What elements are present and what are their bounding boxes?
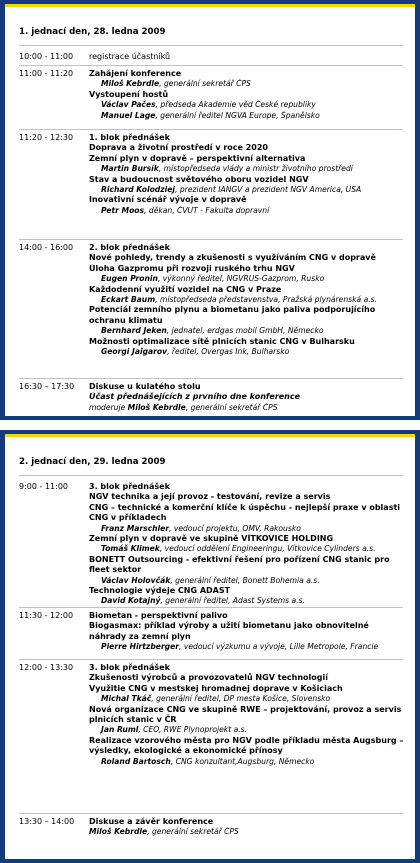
speaker-line	[89, 164, 407, 174]
speaker-role: , ředitel, Overgas Ink, Bulharsko	[167, 347, 290, 357]
lecture-title: NGV technika a její provoz - testování, revize a servis	[89, 492, 331, 502]
speaker-role: , generální sekretář ČPS	[147, 827, 239, 837]
session-divider	[19, 129, 403, 130]
session-content	[89, 69, 407, 121]
speaker-line	[89, 694, 407, 704]
speaker-name: Manuel Lage	[101, 110, 156, 120]
moderator-line	[89, 403, 407, 413]
lecture-title: Vystoupení hostů	[89, 89, 169, 99]
speaker-role: , vedoucí výzkumu a vývoje, Lille Metropole, Francie	[179, 642, 379, 652]
lecture-title: Biogasmax: příklad výroby a užití biometanu jako obnovitelné náhrady za zemní plyn	[89, 621, 369, 641]
speaker-name: Václav Pačes	[101, 100, 156, 110]
session-content	[89, 382, 407, 413]
lecture-title: Každodenní využití vozidel na CNG v Praze	[89, 284, 282, 294]
speaker-line	[89, 347, 407, 357]
speaker-line	[89, 544, 407, 554]
lecture-title: Stav a budoucnost světového oboru vozidel NGV	[89, 174, 309, 184]
speaker-role: , vedoucí oddělení Engineeringu, Vítkovice Cylinders a.s.	[159, 544, 376, 554]
speaker-role: , generální ředitel, Adast Systems a.s.	[160, 596, 305, 606]
speaker-name: Franz Marschler	[101, 523, 170, 533]
session-note: registrace účastníků	[89, 52, 171, 61]
speaker-role: , předseda Akademie věd České republiky	[155, 100, 316, 110]
speaker-name: Eckart Baum	[101, 295, 156, 305]
speaker-role: , děkan, ČVUT - Fakulta dopravní	[144, 205, 270, 215]
speaker-name: Jan Ruml	[101, 725, 139, 735]
speaker-role: , generální ředitel, DP mesta Košice, Slovensko	[151, 694, 331, 704]
speaker-name: Richard Kolodziej	[101, 185, 176, 195]
speaker-line	[89, 185, 407, 195]
session-content	[89, 133, 407, 216]
speaker-name: Miloš Kebrdle	[101, 79, 160, 89]
speaker-name: Václav Holovčák	[101, 575, 171, 585]
speaker-line	[89, 79, 407, 89]
speaker-name: Bernhard Jeken	[101, 326, 167, 336]
lecture-title: 1. blok přednášek	[89, 133, 170, 142]
speaker-role: , prezident IANGV a prezident NGV America, USA	[175, 185, 362, 195]
lecture-title: 3. blok přednášek	[89, 663, 170, 672]
speaker-name: Roland Bartosch	[101, 756, 171, 766]
speaker-name: Miloš Kebrdle	[89, 827, 148, 837]
speaker-line	[89, 274, 407, 284]
speaker-name: Petr Moos	[101, 205, 145, 215]
session-time: 16:30 – 17:30	[19, 382, 75, 391]
lecture-title: Úloha Gazpromu při rozvoji ruského trhu NGV	[89, 263, 295, 273]
lecture-title: Zemní plyn v dopravě ve skupině VÍTKOVICE HOLDING	[89, 534, 334, 544]
session-content	[89, 817, 407, 838]
speaker-role: , vedoucí projektu, OMV, Rakousko	[169, 523, 301, 533]
speaker-line	[89, 725, 407, 735]
speaker-name: Georgi Jaigarov	[101, 347, 168, 357]
lecture-title: Biometan - perspektivní palivo	[89, 611, 228, 620]
lecture-title: 3. blok přednášek	[89, 482, 170, 491]
lecture-title: Doprava a životní prostředí v roce 2020	[89, 143, 268, 153]
session-content	[89, 663, 407, 767]
speaker-role: , místopředseda představenstva, Pražská plynárenská a.s.	[155, 295, 378, 305]
lecture-title: Potenciál zemního plynu a biometanu jako paliva podporujícího ochranu klimatu	[89, 305, 376, 325]
speaker-role: , generální sekretář ČPS	[185, 402, 278, 412]
session-time: 11:00 - 11:20	[19, 69, 74, 78]
lecture-title: Zemní plyn v dopravě – perspektivní alternativa	[89, 153, 306, 163]
day2-header: 2. jednací den, 29. ledna 2009	[19, 457, 166, 467]
session-content	[89, 52, 407, 62]
lecture-title: Využitie CNG v mestskej hromadnej doprave v Košiciach	[89, 683, 343, 693]
speaker-role: , jednatel, erdgas mobil GmbH, Německo	[166, 326, 324, 336]
session-time: 10:00 - 11:00	[19, 52, 74, 61]
lecture-title: Inovativní scénář vývoje v dopravě	[89, 195, 247, 205]
session-content	[89, 611, 407, 653]
speaker-role: , CEO, RWE Plynoprojekt a.s.	[138, 725, 248, 735]
speaker-line	[89, 576, 407, 586]
speaker-name: Miloš Kebrdle	[127, 402, 186, 412]
lecture-title: Zahájení konference	[89, 69, 182, 78]
session-time: 12:00 - 13:30	[19, 663, 74, 672]
speaker-line	[89, 596, 407, 606]
speaker-line	[89, 642, 407, 652]
speaker-name: Martin Bursík	[101, 164, 159, 174]
lecture-title: Diskuse a závěr konference	[89, 817, 214, 826]
speaker-role: , místopředseda vlády a ministr životního prostředí	[158, 164, 353, 174]
speaker-name: Pierre Hirtzberger	[101, 642, 180, 652]
speaker-line	[89, 827, 407, 837]
speaker-line	[89, 326, 407, 336]
session-divider	[19, 659, 403, 660]
day1-frame	[0, 0, 420, 420]
lecture-title: BONETT Outsourcing - efektivní řešení pro pořízení CNG stanic pro fleet sektor	[89, 554, 390, 575]
session-divider	[19, 65, 403, 66]
speaker-name: Eugen Pronin	[101, 274, 158, 284]
speaker-role: , generální ředitel, Bonett Bohemia a.s.	[170, 575, 320, 585]
session-highlight: Účast přednášejících z prvního dne konference	[89, 392, 301, 402]
day2-panel	[5, 434, 415, 859]
session-content	[89, 482, 407, 607]
lecture-title: Diskuse u kulatého stolu	[89, 382, 201, 391]
session-divider	[19, 607, 403, 608]
day1-header: 1. jednací den, 28. ledna 2009	[19, 27, 166, 37]
speaker-line	[89, 111, 407, 121]
session-time: 9:00 - 11:00	[19, 482, 68, 491]
session-time: 13:30 – 14:00	[19, 817, 75, 826]
day1-panel	[5, 4, 415, 416]
speaker-line	[89, 206, 407, 216]
speaker-name: Tomáš Klimek	[101, 544, 160, 554]
speaker-line	[89, 757, 407, 767]
session-divider	[19, 813, 403, 814]
speaker-name: Michal Tkáč	[101, 694, 152, 704]
lecture-title: 2. blok přednášek	[89, 243, 170, 252]
speaker-role: , generální ředitel NGVA Europe, Španělsko	[155, 110, 320, 120]
speaker-role: , CNG konzultant,Augsburg, Německo	[170, 756, 315, 766]
session-divider	[19, 239, 403, 240]
speaker-role: , výkonný ředitel, NGVRUS-Gazprom, Rusko	[157, 274, 325, 284]
header-divider	[19, 45, 403, 46]
lecture-title: Nová organizace CNG ve skupině RWE – projektování, provoz a servis plnicích stanic v ČR	[89, 704, 402, 725]
lecture-title: Nové pohledy, trendy a zkušenosti s využíváním CNG v dopravě	[89, 253, 376, 263]
lecture-title: Zkušenosti výrobců a provozovatelů NGV technologií	[89, 673, 328, 683]
moderator-prefix: moderuje	[89, 402, 128, 412]
session-time: 14:00 - 16:00	[19, 243, 74, 252]
session-time: 11:30 - 12:00	[19, 611, 74, 620]
speaker-name: David Kotajný	[101, 596, 161, 606]
session-divider	[19, 378, 403, 379]
day2-frame	[0, 430, 420, 863]
session-content	[89, 243, 407, 357]
lecture-title: CNG – technické a komerční klíče k úspěchu - nejlepší praxe v oblasti CNG v příkladech	[89, 502, 401, 523]
header-divider	[19, 475, 403, 476]
lecture-title: Možnosti optimalizace sítě plnicích stanic CNG v Bulharsku	[89, 336, 355, 346]
speaker-line	[89, 100, 407, 110]
speaker-line	[89, 295, 407, 305]
lecture-title: Realizace vzorového města pro NGV podle příkladu města Augsburg – výsledky, ekologické a ekonomické přínosy	[89, 735, 404, 756]
session-time: 11:20 - 12:30	[19, 133, 74, 142]
speaker-role: , generální sekretář ČPS	[159, 79, 251, 89]
speaker-line	[89, 524, 407, 534]
lecture-title: Technologie výdeje CNG ADAST	[89, 586, 231, 596]
